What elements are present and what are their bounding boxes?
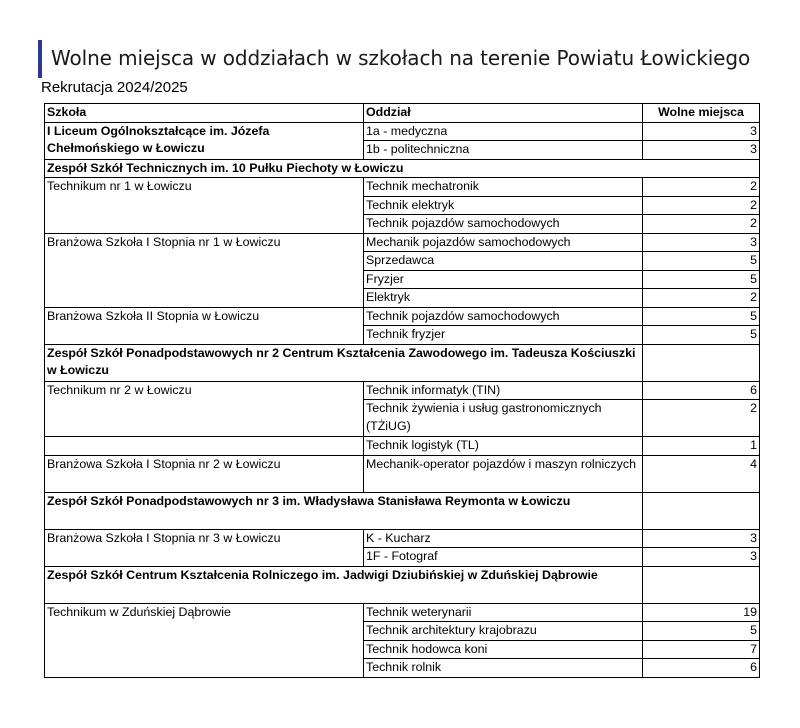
seats-value: 4 — [643, 455, 760, 492]
class-name: 1b - politechniczna — [364, 141, 643, 160]
class-name: Technik logistyk (TL) — [364, 437, 643, 456]
table-row — [45, 603, 760, 622]
header-class: Oddział — [364, 104, 643, 123]
vacancies-table — [44, 103, 760, 678]
class-name: Technik pojazdów samochodowych — [364, 215, 643, 234]
complex-name: Zespół Szkół Centrum Kształcenia Rolniczego im. Jadwigi Dziubińskiej w Zduńskiej Dąbrowie — [45, 566, 643, 603]
page-title: Wolne miejsca w oddziałach w szkołach na terenie Powiatu Łowickiego — [51, 46, 751, 70]
class-name: 1F - Fotograf — [364, 548, 643, 567]
class-name: Technik rolnik — [364, 659, 643, 678]
seats-value: 1 — [643, 437, 760, 456]
table-row — [45, 122, 760, 141]
table-row — [45, 381, 760, 400]
seats-value: 6 — [643, 659, 760, 678]
seats-empty — [643, 566, 760, 603]
table-row — [45, 178, 760, 197]
seats-value: 3 — [643, 141, 760, 160]
class-name: Mechanik pojazdów samochodowych — [364, 233, 643, 252]
class-name: Technik informatyk (TIN) — [364, 381, 643, 400]
seats-value: 3 — [643, 548, 760, 567]
seats-value: 19 — [643, 603, 760, 622]
seats-value: 3 — [643, 529, 760, 548]
seats-empty — [643, 492, 760, 529]
school-name: Branżowa Szkoła I Stopnia nr 2 w Łowiczu — [45, 455, 364, 492]
seats-value: 5 — [643, 270, 760, 289]
class-name: 1a - medyczna — [364, 122, 643, 141]
school-name: Branżowa Szkoła I Stopnia nr 3 w Łowiczu — [45, 529, 364, 566]
table-row — [45, 233, 760, 252]
page-subtitle: Rekrutacja 2024/2025 — [41, 79, 188, 96]
seats-value: 2 — [643, 196, 760, 215]
complex-name: Zespół Szkół Ponadpodstawowych nr 2 Centrum Kształcenia Zawodowego im. Tadeusza Kościuszki w Łowiczu — [45, 344, 643, 381]
class-name: Fryzjer — [364, 270, 643, 289]
seats-value: 3 — [643, 122, 760, 141]
class-name: K - Kucharz — [364, 529, 643, 548]
table-row — [45, 344, 760, 381]
title-block — [38, 40, 778, 78]
class-name: Mechanik-operator pojazdów i maszyn rolniczych — [364, 455, 643, 492]
complex-name: Zespół Szkół Ponadpodstawowych nr 3 im. Władysława Stanisława Reymonta w Łowiczu — [45, 492, 643, 529]
header-school: Szkoła — [45, 104, 364, 123]
seats-empty — [643, 344, 760, 381]
seats-value: 2 — [643, 289, 760, 308]
title-accent-bar — [38, 40, 42, 78]
complex-name: Zespół Szkół Technicznych im. 10 Pułku Piechoty w Łowiczu — [45, 159, 760, 178]
class-name: Technik hodowca koni — [364, 640, 643, 659]
school-name: I Liceum Ogólnokształcące im. Józefa Chełmońskiego w Łowiczu — [45, 122, 364, 159]
table-row — [45, 566, 760, 603]
class-name: Technik pojazdów samochodowych — [364, 307, 643, 326]
table-row — [45, 455, 760, 492]
class-name: Technik architektury krajobrazu — [364, 622, 643, 641]
class-name: Sprzedawca — [364, 252, 643, 271]
school-name: Technikum nr 1 w Łowiczu — [45, 178, 364, 234]
seats-value: 3 — [643, 233, 760, 252]
table-row — [45, 307, 760, 326]
class-name: Technik mechatronik — [364, 178, 643, 197]
seats-value: 2 — [643, 215, 760, 234]
seats-value: 5 — [643, 622, 760, 641]
seats-value: 2 — [643, 400, 760, 437]
seats-value: 2 — [643, 178, 760, 197]
school-name: Branżowa Szkoła II Stopnia w Łowiczu — [45, 307, 364, 344]
class-name: Technik żywienia i usług gastronomicznych (TŻiUG) — [364, 400, 643, 437]
table-row — [45, 492, 760, 529]
seats-value: 5 — [643, 326, 760, 345]
school-name-empty — [45, 437, 364, 456]
school-name: Technikum nr 2 w Łowiczu — [45, 381, 364, 400]
header-seats: Wolne miejsca — [643, 104, 760, 123]
table-row — [45, 437, 760, 456]
seats-value: 7 — [643, 640, 760, 659]
class-name: Elektryk — [364, 289, 643, 308]
table-row — [45, 400, 760, 437]
table-row — [45, 159, 760, 178]
table-header-row — [45, 104, 760, 123]
class-name: Technik elektryk — [364, 196, 643, 215]
class-name: Technik fryzjer — [364, 326, 643, 345]
class-name: Technik weterynarii — [364, 603, 643, 622]
school-name: Branżowa Szkoła I Stopnia nr 1 w Łowiczu — [45, 233, 364, 307]
school-name-empty — [45, 400, 364, 437]
seats-value: 6 — [643, 381, 760, 400]
table-row — [45, 529, 760, 548]
seats-value: 5 — [643, 252, 760, 271]
seats-value: 5 — [643, 307, 760, 326]
school-name: Technikum w Zduńskiej Dąbrowie — [45, 603, 364, 677]
